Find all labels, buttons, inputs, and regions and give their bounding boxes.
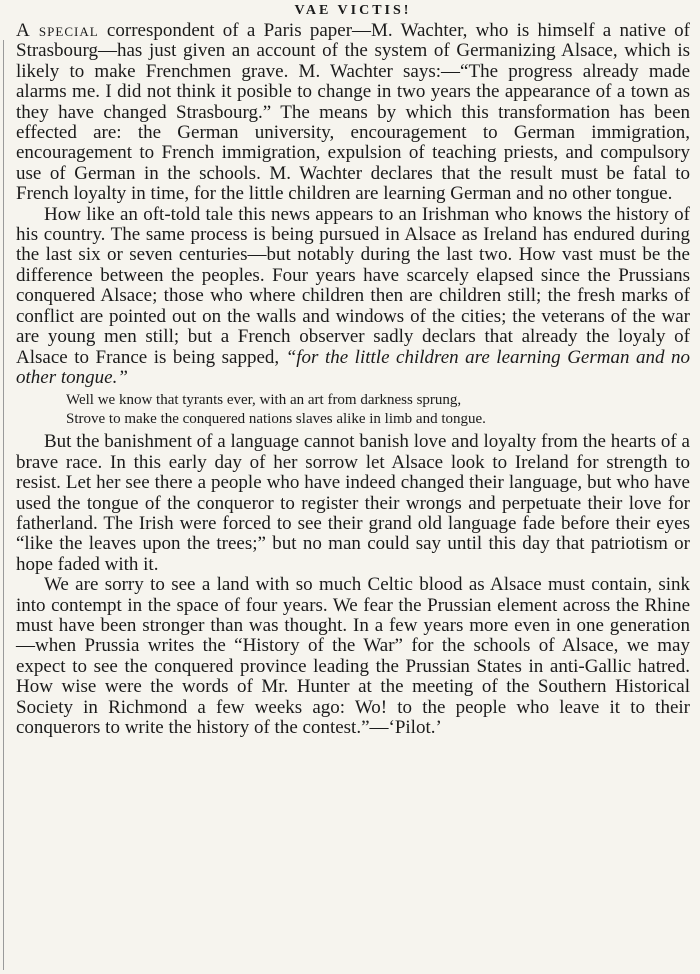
article-headline: VAE VICTIS! — [294, 3, 412, 18]
paragraph-1 — [16, 21, 690, 205]
paragraph-2-italic-quote: “for the little children are learning German and no other tongue.” — [16, 346, 691, 388]
paragraph-4: We are sorry to see a land with so much Celtic blood as Alsace must contain, sink into contempt in the space of four years. We fear the Prussian element across the Rhine must have been stronger than was thought. In a few years more even in one generation—when Prussia writes the “History of the War” for the schools of Alsace, we may expect to see the conquered province leading the Prussian States in anti-Gallic hatred. How wise were the words of Mr. Hunter at the meeting of the Southern Historical Society in Richmond a few weeks ago: Wo! to the people who leave it to their conquerors to write the history of the contest.”—‘Pilot.’ — [16, 574, 690, 738]
verse-line-2: Strove to make the conquered nations slaves alike in limb and tongue. — [66, 411, 486, 428]
column-rule — [3, 40, 4, 970]
paragraph-2-text: How like an oft-told tale this news appears to an Irishman who knows the history of his country. The same process is being pursued in Alsace as Ireland has endured during the last six or seven centuries—but notably during the last two. How vast must be the difference between the peoples. Four years have scarcely elapsed since the Prussians conquered Alsace; those who where children then are children still; the fresh marks of conflict are pointed out on the walls and windows of the cities; the veterans of the war are young men still; but a French observer sadly declars that already the loyaly of Alsace to France is being sapped, — [16, 203, 690, 368]
paragraph-1-text: correspondent of a Paris paper—M. Wachter, who is himself a native of Strasbourg—has just given an account of the system of Germanizing Alsace, which is likely to make Frenchmen grave. M. Wachter says:—“The progress already made alarms me. I did not think it posible to change in two years the appearance of a town as they have changed Strasbourg.” The means by which this transformation has been effected are: the German university, encouragement to German immigration, encouragement to French immigration, expulsion of teaching priests, and compulsory use of German in the schools. M. Wachter declares that the result must be fatal to French loyalty in time, for the little children are learning German and no other tongue. — [16, 20, 690, 205]
paragraph-2 — [16, 205, 690, 389]
verse-quote — [66, 391, 690, 429]
verse-line-1: Well we know that tyrants ever, with an art from darkness sprung, — [66, 392, 462, 409]
paragraph-3: But the banishment of a language cannot banish love and loyalty from the hearts of a brave race. In this early day of her sorrow let Alsace look to Ireland for strength to resist. Let her see there a people who have indeed changed their language, but who have used the tongue of the conqueror to register their wrongs and perpetuate their love for fatherland. The Irish were forced to see their grand old language fade before their eyes “like the leaves upon the trees;” but no man could say until this day that patriotism or hope faded with it. — [16, 431, 690, 575]
lead-words: A special — [16, 20, 99, 41]
